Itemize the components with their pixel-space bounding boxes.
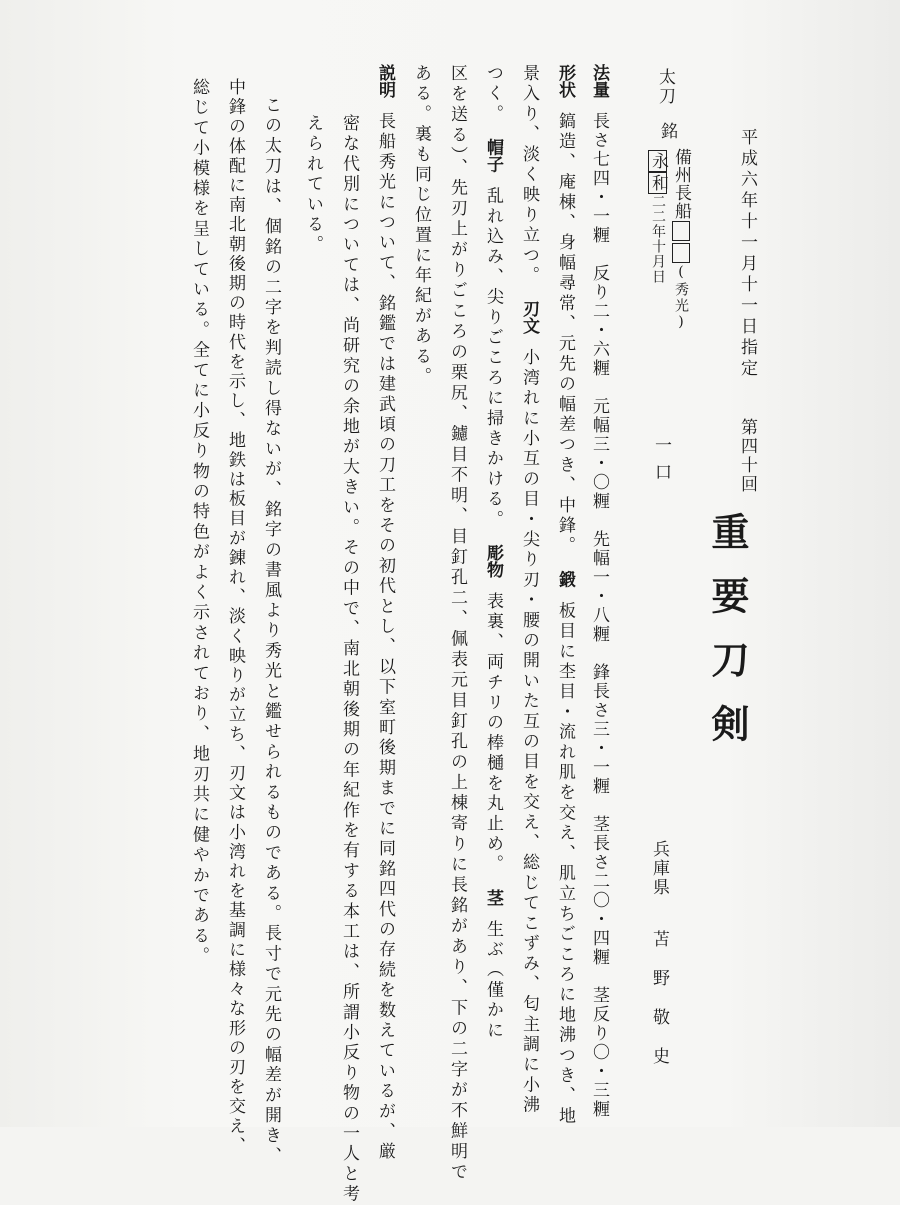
item-count: 一口 xyxy=(651,436,671,490)
section-label: 説明 xyxy=(375,64,395,98)
item-type: 太刀 xyxy=(655,68,675,106)
section-label-nakago: 茎 xyxy=(483,888,503,906)
setsumei-line-3: えられている。 xyxy=(303,114,323,256)
section-label: 形状 xyxy=(555,64,575,98)
paragraph-2-line-1: この太刀は、個銘の二字を判読し得ないが、銘字の書風より秀光と鑑せられるものである。長寸で元先の幅差が開き、 xyxy=(261,96,281,1167)
section-label: 帽子 xyxy=(483,138,503,173)
section-text: 小湾れに小互の目・尖り刃・腰の開いた互の目を交え、総じてこずみ、匂主調に小沸 xyxy=(519,348,539,1116)
section-setsumei xyxy=(376,64,393,1162)
mei-label: 銘 xyxy=(657,122,677,143)
designation-date: 平成六年十一月十一日指定 xyxy=(737,128,757,380)
section-keijou xyxy=(556,64,573,1127)
illegible-char-box xyxy=(672,221,690,241)
mei-inscription-line-2 xyxy=(648,150,667,284)
mei-inscription-line-1 xyxy=(672,148,690,332)
section-label-kitae: 鍛 xyxy=(555,570,575,588)
section-houryou xyxy=(590,64,607,1119)
document-title: 重要刀剣 xyxy=(705,512,750,768)
owner-name: 苫野敬史 xyxy=(649,930,669,1086)
section-text: 長さ七四・一糎 反り二・六糎 元幅三・〇糎 先幅一・八糎 鋒長さ三・一糎 茎長さ二〇・四糎 茎反り〇・三糎 xyxy=(589,112,609,1119)
owner-prefecture: 兵庫県 xyxy=(649,840,669,897)
nakago-continuation-1: 区を送る）、先刃上がりごころの栗尻、鑢目不明、目釘孔二、佩表元目釘孔の上棟寄りに長銘があり、下の二字が不鮮明で xyxy=(447,64,467,1183)
paragraph-2-line-2: 中鋒の体配に南北朝後期の時代を示し、地鉄は板目が錬れ、淡く映りが立ち、刃文は小湾れを基調に様々な形の刃を交え、 xyxy=(225,78,245,1156)
section-text-horimono: 表裏、両チリの棒樋を丸止め。 xyxy=(483,592,503,875)
section-text-nakago: 生ぶ（僅かに xyxy=(483,919,503,1042)
setsumei-line-2: 密な代別については、尚研究の余地が大きい。その中で、南北朝後期の年紀作を有する本工は、所謂小反り物の一人と考 xyxy=(339,114,359,1205)
section-boushi xyxy=(484,64,501,1041)
kitae-continuation: 景入り、淡く映り立つ。 xyxy=(519,64,539,287)
section-label-horimono: 彫物 xyxy=(483,544,503,579)
section-label: 刃文 xyxy=(519,300,539,335)
illegible-char-box xyxy=(672,243,690,263)
section-text: 乱れ込み、尖りごころに掃きかける。 xyxy=(483,186,503,531)
mei-text: 備州長船 xyxy=(671,148,691,220)
hamon-continuation: つく。 xyxy=(483,64,503,125)
mei-note: (秀光) xyxy=(673,264,689,332)
section-hamon xyxy=(520,64,537,1116)
paragraph-2-line-3: 総じて小模様を呈している。全てに小反り物の特色がよく示されており、地刃共に健やかである。 xyxy=(189,78,209,967)
mei-date: 二二年十月日 xyxy=(650,194,666,284)
section-label: 法量 xyxy=(589,64,609,98)
boxed-char: 永 xyxy=(648,152,668,170)
section-text: 鎬造、庵棟、身幅尋常、元先の幅差つき、中鋒。 xyxy=(555,112,575,557)
nakago-continuation-2: ある。裏も同じ位置に年紀がある。 xyxy=(411,64,431,388)
setsumei-line: 長船秀光について、銘鑑では建武頃の刀工をその初代とし、以下室町後期までに同銘四代の存続を数えているが、厳 xyxy=(375,112,395,1163)
section-text-kitae: 板目に杢目・流れ肌を交え、肌立ちごころに地沸つき、地 xyxy=(555,601,575,1127)
boxed-char: 和 xyxy=(648,174,668,192)
session-number: 第四十回 xyxy=(737,418,757,494)
